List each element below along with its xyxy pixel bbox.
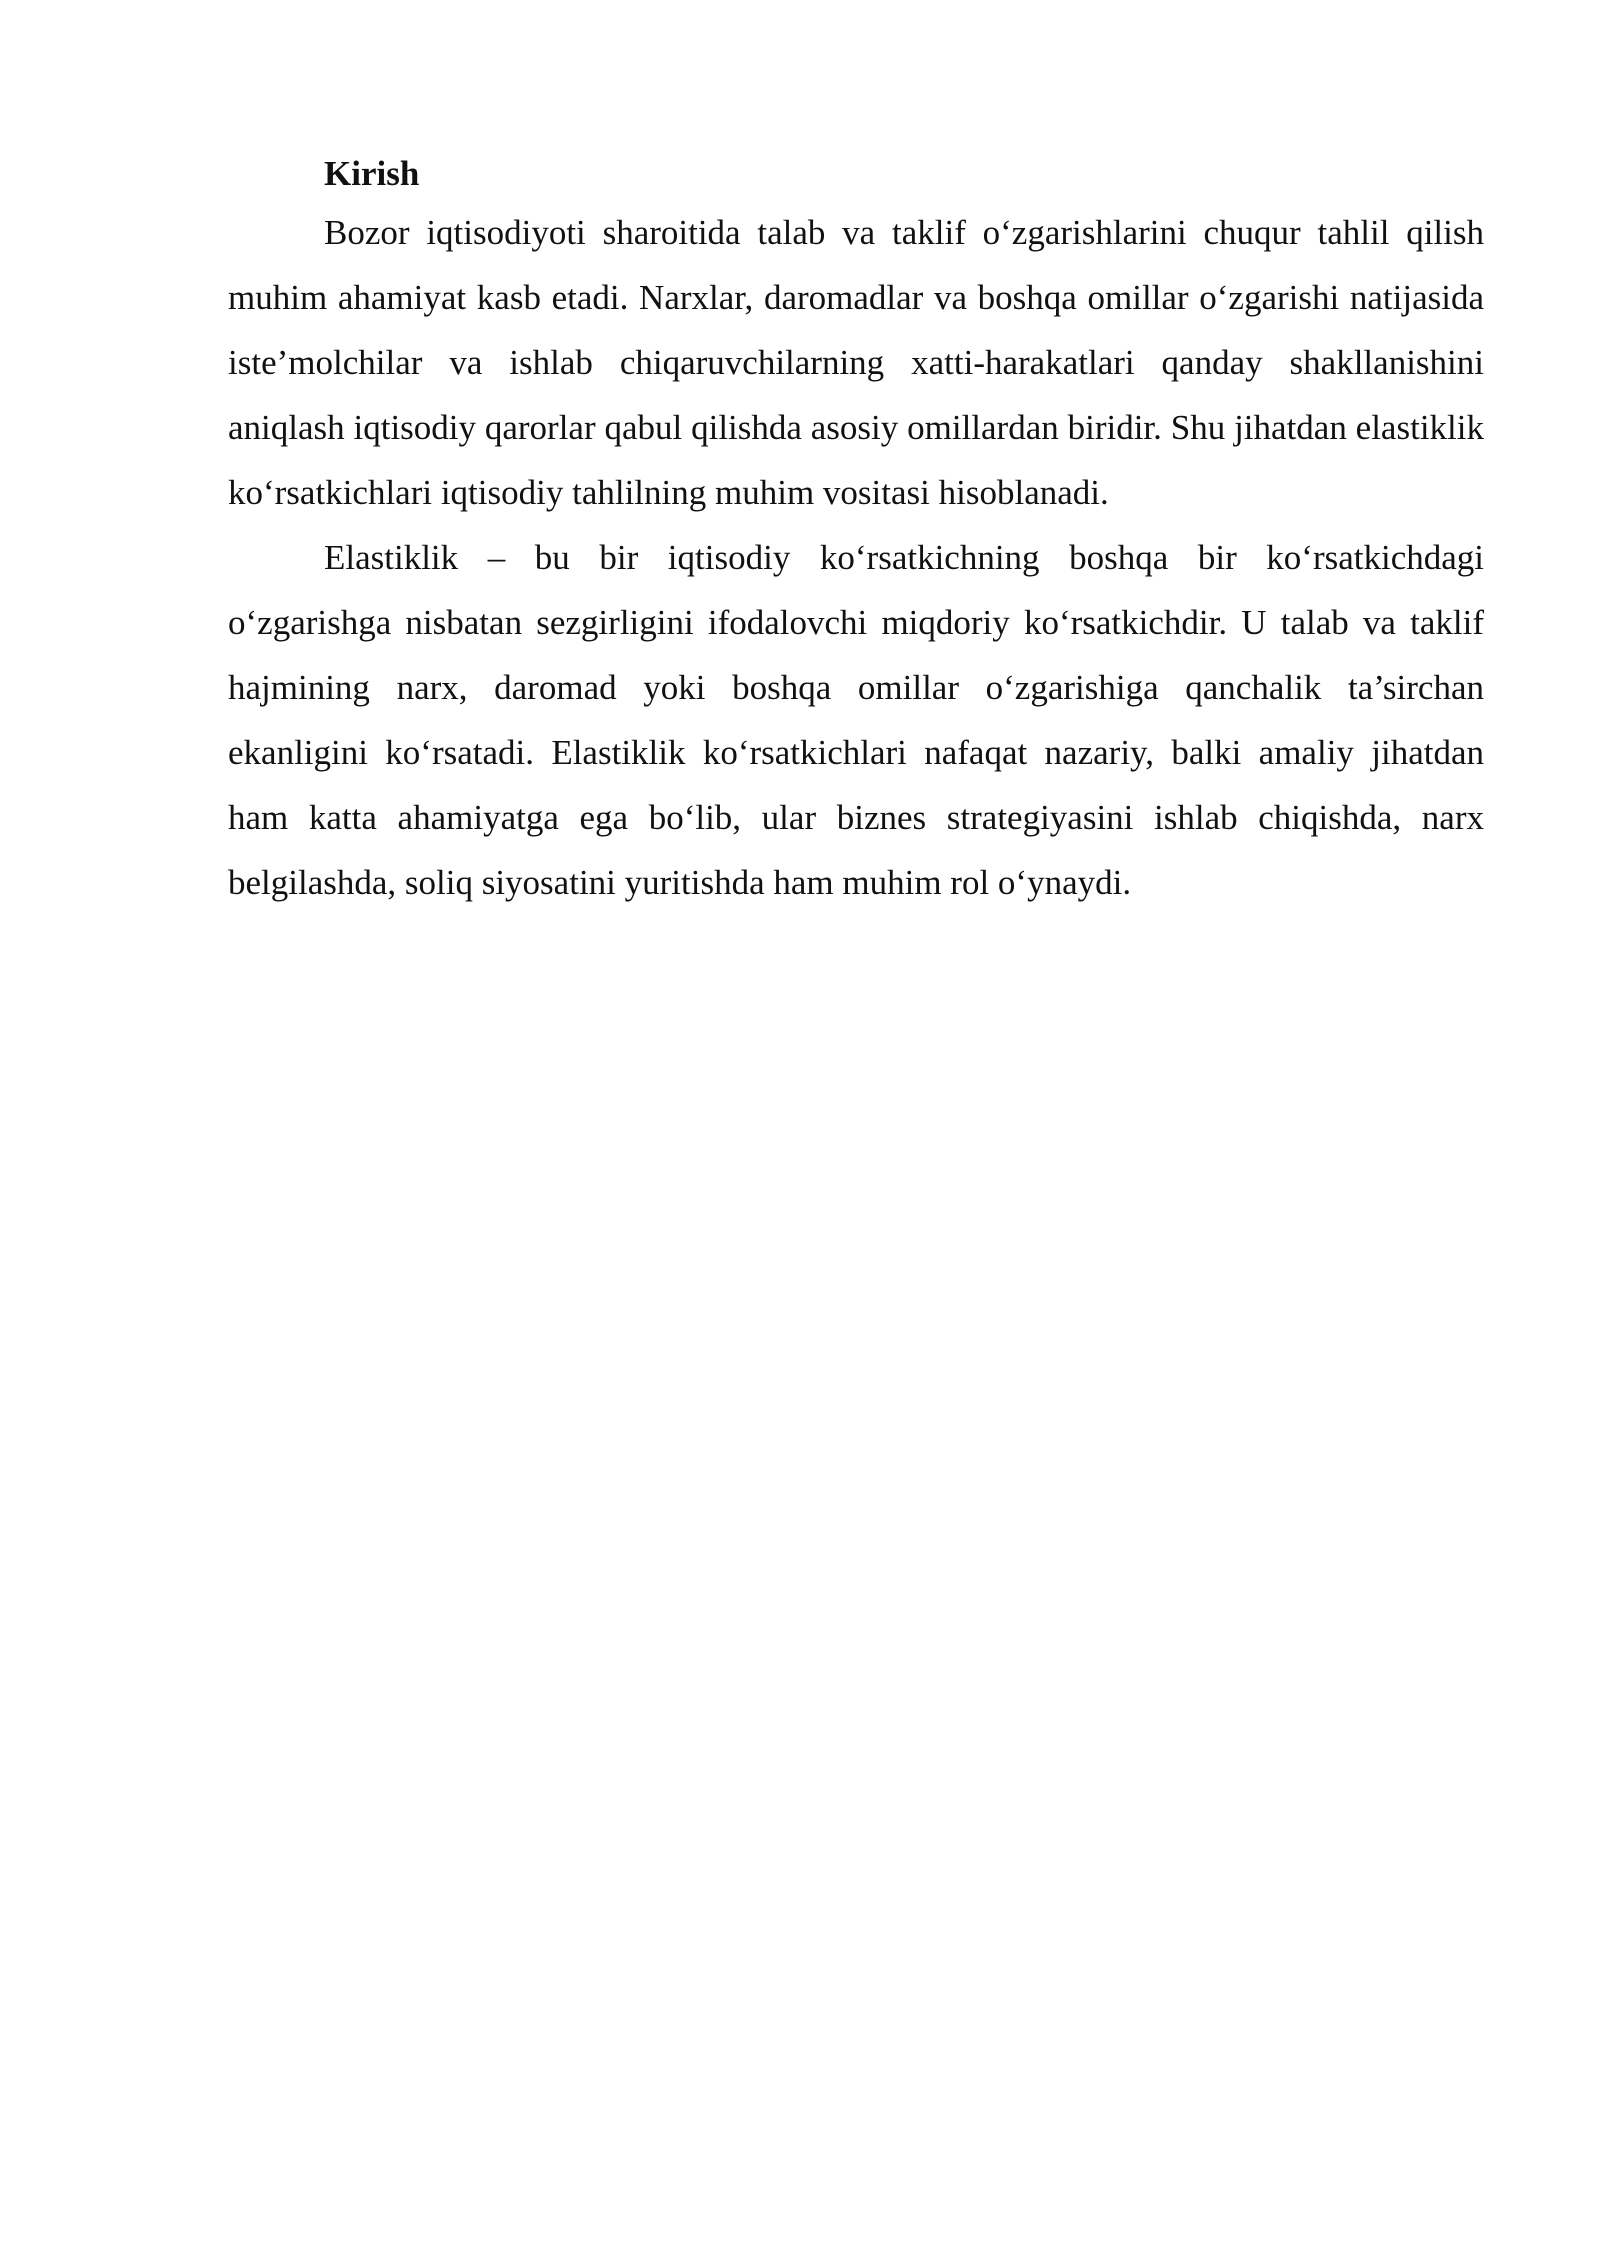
document-body (228, 148, 1484, 915)
paragraph-1: Bozor iqtisodiyoti sharoitida talab va taklif o‘zgarishlarini chuqur tahlil qilish muhim ahamiyat kasb etadi. Narxlar, daromadlar va boshqa omillar o‘zgarishi natijasida iste’molchilar va ishlab chiqaruvchilarning xatti-harakatlari qanday shakllanishini aniqlash iqtisodiy qarorlar qabul qilishda asosiy omillardan biridir. Shu jihatdan elastiklik ko‘rsatkichlari iqtisodiy tahlilning muhim vositasi hisoblanadi. (228, 213, 1484, 512)
paragraph-2: Elastiklik – bu bir iqtisodiy ko‘rsatkichning boshqa bir ko‘rsatkichdagi o‘zgarishga nisbatan sezgirligini ifodalovchi miqdoriy ko‘rsatkichdir. U talab va taklif hajmining narx, daromad yoki boshqa omillar o‘zgarishiga qanchalik ta’sirchan ekanligini ko‘rsatadi. Elastiklik ko‘rsatkichlari nafaqat nazariy, balki amaliy jihatdan ham katta ahamiyatga ega bo‘lib, ular biznes strategiyasini ishlab chiqishda, narx belgilashda, soliq siyosatini yuritishda ham muhim rol o‘ynaydi. (228, 538, 1484, 902)
section-heading: Kirish (324, 154, 420, 193)
